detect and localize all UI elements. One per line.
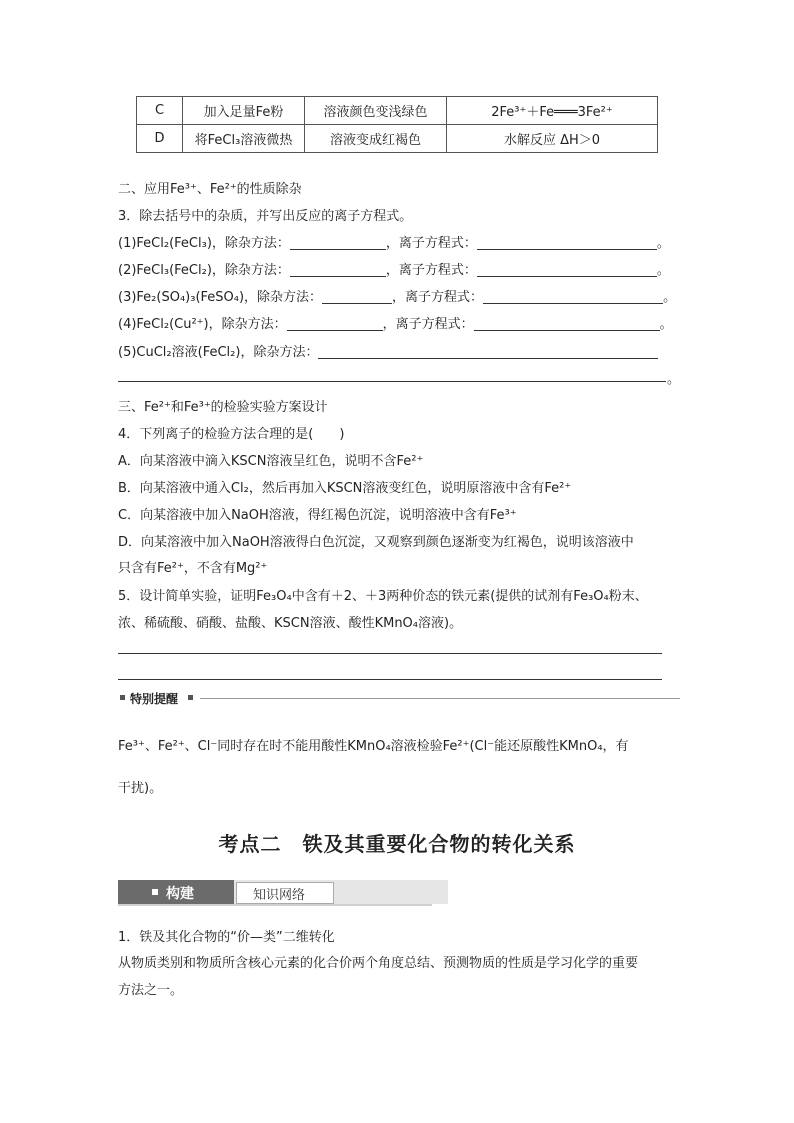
tip-label: 特别提醒 xyxy=(130,692,179,706)
answer-blank-equation[interactable] xyxy=(477,262,657,277)
option-d-line1: D．向某溶液中加入NaOH溶液得白色沉淀，又观察到颜色逐渐变为红褐色，说明该溶液中 xyxy=(118,535,634,550)
option-letter: C xyxy=(137,97,183,125)
item-text: (3)Fe₂(SO₄)₃(FeSO₄)，除杂方法： xyxy=(118,290,323,305)
answer-line[interactable] xyxy=(118,381,666,382)
answer-blank-method[interactable] xyxy=(290,262,386,277)
operation-cell: 加入足量Fe粉 xyxy=(183,97,305,125)
option-a: A．向某溶液中滴入KSCN溶液呈红色，说明不含Fe²⁺ xyxy=(118,454,424,469)
part-1-text-line1: 从物质类别和物质所含核心元素的化合价两个角度总结、预测物质的性质是学习化学的重要 xyxy=(118,956,639,971)
item-text: ，离子方程式： xyxy=(392,290,484,305)
tip-line1: Fe³⁺、Fe²⁺、Cl⁻同时存在时不能用酸性KMnO₄溶液检验Fe²⁺(Cl⁻能还原酸性KMnO₄，有 xyxy=(118,739,629,754)
square-bullet-icon xyxy=(152,889,158,895)
build-knowledge-bar xyxy=(118,880,432,906)
table-row xyxy=(137,125,658,153)
item-text: ，离子方程式： xyxy=(382,317,474,332)
section-heading-purification: 二、应用Fe³⁺、Fe²⁺的性质除杂 xyxy=(118,182,302,197)
table-row xyxy=(137,97,658,125)
item-text: ，离子方程式： xyxy=(385,263,477,278)
answer-blank-method[interactable] xyxy=(322,289,392,304)
period: 。 xyxy=(659,317,673,332)
part-1-text-line2: 方法之一。 xyxy=(118,983,184,998)
answer-line[interactable] xyxy=(118,653,662,654)
special-tip-bar xyxy=(118,690,680,706)
option-b: B．向某溶液中通入Cl₂，然后再加入KSCN溶液变红色，说明原溶液中含有Fe²⁺ xyxy=(118,481,572,496)
explanation-cell: 水解反应 ΔH＞0 xyxy=(447,125,658,153)
item-text: ，离子方程式： xyxy=(385,236,477,251)
square-bullet-icon xyxy=(120,695,125,700)
explanation-cell: 2Fe³⁺＋Fe═══3Fe²⁺ xyxy=(447,97,658,125)
purify-item-3 xyxy=(118,286,676,305)
purify-item-5 xyxy=(118,341,658,360)
option-c: C．向某溶液中加入NaOH溶液，得红褐色沉淀，说明溶液中含有Fe³⁺ xyxy=(118,508,517,523)
option-d-line2: 只含有Fe²⁺，不含有Mg²⁺ xyxy=(118,561,268,576)
section-title: 考点二 铁及其重要化合物的转化关系 xyxy=(218,832,576,856)
item-text: (4)FeCl₂(Cu²⁺)，除杂方法： xyxy=(118,317,287,332)
purify-item-2 xyxy=(118,259,670,278)
answer-blank-method[interactable] xyxy=(290,235,386,250)
item-text: (2)FeCl₃(FeCl₂)，除杂方法： xyxy=(118,263,290,278)
question-5-line1: 5．设计简单实验，证明Fe₃O₄中含有＋2、＋3两种价态的铁元素(提供的试剂有Fe₃O₄粉末、 xyxy=(118,589,648,604)
item-text: (1)FeCl₂(FeCl₃)，除杂方法： xyxy=(118,236,290,251)
period: 。 xyxy=(656,263,670,278)
period: 。 xyxy=(667,372,681,387)
divider xyxy=(200,698,680,699)
question-4: 4．下列离子的检验方法合理的是( ) xyxy=(118,427,345,442)
answer-blank-equation[interactable] xyxy=(474,316,660,331)
answer-blank-equation[interactable] xyxy=(483,289,663,304)
option-letter: D xyxy=(137,125,183,153)
question-3: 3．除去括号中的杂质，并写出反应的离子方程式。 xyxy=(118,209,413,224)
period: 。 xyxy=(663,290,677,305)
divider xyxy=(118,904,432,906)
purify-item-1 xyxy=(118,232,670,251)
purify-item-4 xyxy=(118,313,673,332)
knowledge-network-label: 知识网络 xyxy=(253,888,306,903)
answer-blank-equation[interactable] xyxy=(477,235,657,250)
options-table xyxy=(136,96,658,153)
tip-line2: 干扰)。 xyxy=(118,781,163,796)
phenomenon-cell: 溶液变成红褐色 xyxy=(305,125,447,153)
period: 。 xyxy=(656,236,670,251)
answer-line[interactable] xyxy=(118,679,662,680)
question-5-line2: 浓、稀硫酸、硝酸、盐酸、KSCN溶液、酸性KMnO₄溶液)。 xyxy=(118,616,463,631)
build-label: 构建 xyxy=(166,886,194,902)
phenomenon-cell: 溶液颜色变浅绿色 xyxy=(305,97,447,125)
section-heading-detection: 三、Fe²⁺和Fe³⁺的检验实验方案设计 xyxy=(118,400,328,415)
item-text: (5)CuCl₂溶液(FeCl₂)，除杂方法： xyxy=(118,345,319,360)
answer-blank-method[interactable] xyxy=(287,316,383,331)
operation-cell: 将FeCl₃溶液微热 xyxy=(183,125,305,153)
square-bullet-icon xyxy=(188,695,193,700)
answer-blank-method[interactable] xyxy=(318,344,658,359)
part-1-heading: 1．铁及其化合物的“价—类”二维转化 xyxy=(118,930,335,945)
